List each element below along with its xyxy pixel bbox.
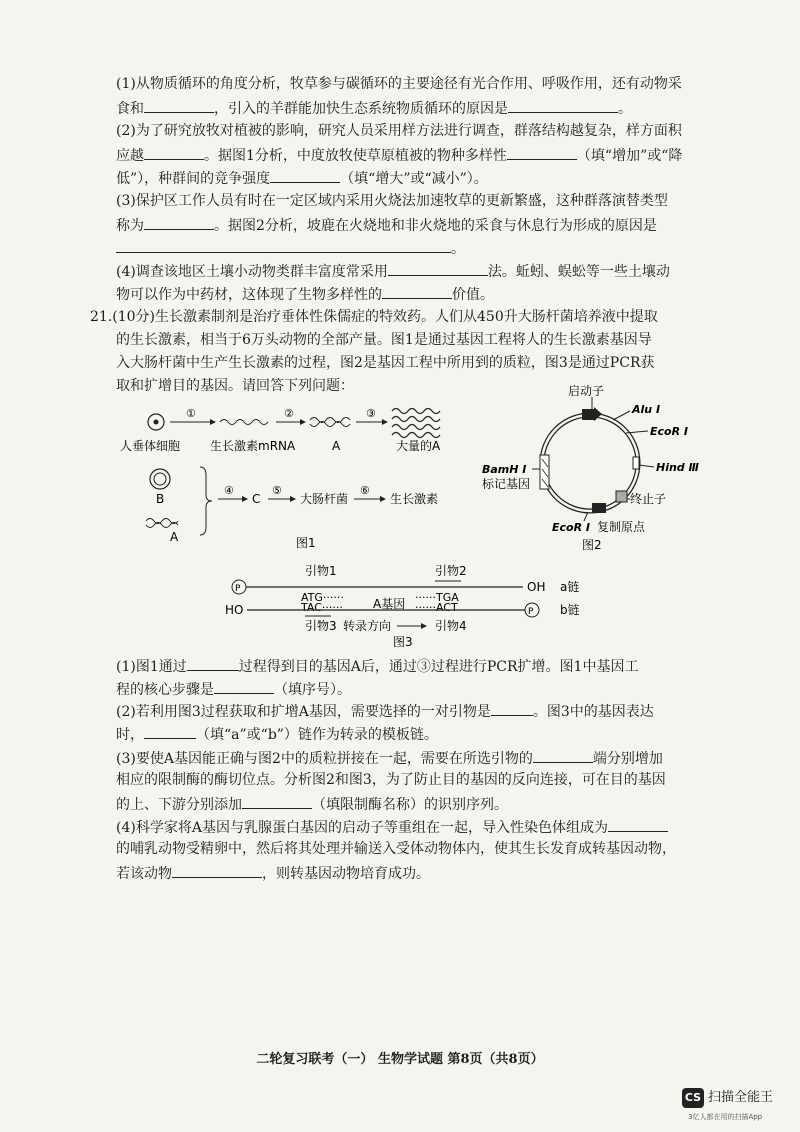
label-p-left: P (235, 584, 241, 594)
q21-intro-line4: 取和扩增目的基因。请回答下列问题： (116, 378, 354, 394)
figure-3-caption: 图3 (393, 635, 413, 649)
dna-a-wave (310, 418, 350, 423)
text: （填限制酶名称）的识别序列。 (312, 797, 508, 813)
arrow-head (300, 419, 306, 425)
text: 的上、下游分别添加 (116, 797, 242, 813)
text: 。据图1分析，中度放牧使草原植被的物种多样性 (204, 148, 507, 164)
answer-blank (144, 99, 214, 113)
answer-blank (270, 169, 340, 183)
label-primer3: 引物3 (305, 619, 337, 633)
step-2-label: ② (284, 407, 294, 420)
nucleus-icon (154, 420, 159, 425)
seq-act: ······ACT (415, 601, 458, 614)
promoter-arrow-icon (594, 407, 602, 421)
label-p-right: P (528, 607, 534, 617)
text: （填“a”或“b”）链作为转录的模板链。 (196, 727, 438, 743)
q21-a3-line1 (116, 749, 663, 767)
q21-a4-line1 (116, 818, 668, 836)
step-1-label: ① (186, 407, 196, 420)
text: 。据图2分析，坡鹿在火烧地和非火烧地的采食与休息行为形成的原因是 (214, 218, 657, 234)
q21-a1-line1 (116, 657, 638, 675)
many-a-wave (392, 409, 440, 414)
answer-blank (533, 749, 593, 763)
ori-block (592, 503, 606, 513)
label-chain-a: a链 (560, 580, 580, 594)
q21-a1-line2 (116, 680, 351, 698)
plasmid-b-icon (150, 469, 170, 489)
arrow-head (421, 623, 427, 629)
answer-blank (116, 239, 451, 253)
label-terminator: 终止子 (630, 492, 667, 506)
label-mrna: 生长激素mRNA (210, 439, 296, 453)
answer-blank (608, 818, 668, 832)
answer-blank (507, 146, 577, 160)
label-direction: 转录方向 (343, 619, 392, 633)
q21-a2-line2 (116, 725, 438, 743)
label-ecor1-top: EcoR Ⅰ (650, 425, 688, 438)
plasmid-b-icon (154, 473, 166, 485)
label-ecoli: 大肠杆菌 (300, 492, 349, 506)
text: 应越 (116, 148, 144, 164)
text: （填“增加”或“降 (576, 148, 683, 164)
text: (1)图1通过 (116, 659, 187, 675)
answer-blank (144, 146, 204, 160)
figure-2 (470, 385, 720, 555)
leader-line (613, 411, 630, 420)
q20-p2-line3 (116, 169, 488, 187)
q20-p4-line1 (116, 262, 670, 280)
text: ，则转基因动物培育成功。 (262, 866, 430, 882)
label-chain-b: b链 (560, 603, 580, 617)
text: 。 (451, 241, 465, 257)
label-cell: 人垂体细胞 (120, 439, 181, 453)
text: 若该动物 (116, 866, 172, 882)
scanner-watermark (682, 1086, 794, 1126)
text: (3)要使A基因能正确与图2中的质粒拼接在一起，需要在所选引物的 (116, 751, 533, 767)
hind-site-block (633, 457, 639, 469)
q21-a4-line2: 的哺乳动物受精卵中，然后将其处理并输送入受体动物体内，使其生长发育成转基因动物， (116, 841, 676, 857)
label-primer1: 引物1 (305, 564, 337, 578)
q21-a4-line3 (116, 864, 430, 882)
figure-2-caption: 图2 (582, 538, 602, 552)
mrna-wave (220, 420, 268, 425)
leader-line (639, 465, 654, 467)
text: 端分别增加 (592, 751, 663, 767)
label-alu: Alu Ⅰ (632, 403, 661, 416)
label-c: C (252, 492, 261, 506)
seq-tga: ······TGA (415, 591, 459, 604)
seq-atg: ATG······ (301, 591, 344, 604)
step-5-label: ⑤ (272, 484, 282, 497)
q21-intro-line2: 的生长激素，相当于6万头动物的全部产量。图1是通过基因工程将人的生长激素基因导 (116, 332, 652, 348)
answer-blank (214, 680, 274, 694)
text: (4)科学家将A基因与乳腺蛋白基因的启动子等重组在一起，导入性染色体组成为 (116, 820, 608, 836)
text: 价值。 (452, 287, 494, 303)
text: 过程得到目的基因A后，通过③过程进行PCR扩增。图1中基因工 (238, 659, 639, 675)
text: 。图3中的基因表达 (532, 704, 654, 720)
text: （填“增大”或“减小”）。 (340, 171, 488, 187)
label-marker: 标记基因 (482, 477, 531, 491)
q21-a3-line3 (116, 795, 508, 813)
answer-blank (144, 725, 196, 739)
arrow-head (290, 496, 296, 502)
q21-a3-line2: 相应的限制酶的酶切位点。分析图2和图3，为了防止目的基因的反向连接，可在目的基因 (116, 772, 666, 788)
leader-line (584, 512, 588, 521)
promoter-block (582, 409, 596, 420)
label-a2: A (170, 530, 179, 544)
many-a-wave (392, 433, 440, 438)
text: (4)调查该地区土壤小动物类群丰富度常采用 (116, 264, 388, 280)
answer-blank (187, 657, 239, 671)
q20-p1-line2 (116, 99, 632, 117)
q20-p2-line2 (116, 146, 682, 164)
label-ho: HO (225, 603, 244, 617)
label-promoter: 启动子 (568, 385, 605, 398)
text: 程的核心步骤是 (116, 682, 214, 698)
text: 物可以作为中药材，这体现了生物多样性的 (116, 287, 382, 303)
q20-p3-line2 (116, 216, 657, 234)
label-primer4: 引物4 (435, 619, 467, 633)
step-6-label: ⑥ (360, 484, 370, 497)
text: 。 (618, 101, 632, 117)
text: 食和 (116, 101, 144, 117)
answer-blank (508, 99, 618, 113)
label-hind: Hind Ⅲ (656, 461, 699, 474)
q20-p1-line1: (1)从物质循环的角度分析，牧草参与碳循环的主要途径有光合作用、呼吸作用，还有动物采 (116, 76, 682, 92)
label-many-a: 大量的A (396, 439, 441, 453)
label-a: A (332, 439, 341, 453)
text: (2)若利用图3过程获取和扩增A基因，需要选择的一对引物是 (116, 704, 491, 720)
q21-intro-line1: 21.(10分)生长激素制剂是治疗垂体性侏儒症的特效药。人们从450升大肠杆菌培养液中提取 (90, 309, 658, 325)
figure-3 (225, 560, 605, 652)
text: 称为 (116, 218, 144, 234)
label-gene: A基因 (373, 597, 406, 611)
text: 法。蚯蚓、蜈蚣等一些土壤动 (487, 264, 670, 280)
label-oh: OH (527, 580, 546, 594)
answer-blank (242, 795, 312, 809)
scanner-slogan: 3亿人都在用的扫描App (688, 1113, 763, 1121)
scanner-app-name: 扫描全能王 (708, 1090, 774, 1105)
many-a-wave (392, 425, 440, 430)
q20-p3-line1: (3)保护区工作人员有时在一定区域内采用火烧法加速牧草的更新繁盛，这种群落演替类型 (116, 193, 668, 209)
text: 时， (116, 727, 144, 743)
dna-a-wave (310, 422, 350, 427)
many-a-wave (392, 417, 440, 422)
answer-blank (382, 285, 452, 299)
answer-blank (491, 702, 533, 716)
q21-a2-line1 (116, 702, 654, 720)
answer-blank (388, 262, 488, 276)
q20-p3-line3 (116, 239, 465, 257)
arrow-head (380, 496, 386, 502)
answer-blank (144, 216, 214, 230)
label-primer2: 引物2 (435, 564, 467, 578)
label-b: B (156, 492, 165, 506)
page-footer: 二轮复习联考（一） 生物学试题 第8页（共8页） (256, 1052, 544, 1067)
label-bam: BamH Ⅰ (482, 463, 527, 476)
figure-1-caption: 图1 (296, 536, 316, 550)
terminator-block (616, 491, 627, 502)
q20-p4-line2 (116, 285, 494, 303)
seq-tac: TAC······ (301, 601, 343, 614)
answer-blank (172, 864, 262, 878)
arrow-head (210, 419, 216, 425)
scanner-logo-icon: CS (682, 1088, 704, 1108)
label-ori: 复制原点 (597, 520, 646, 534)
q21-intro-line3: 入大肠杆菌中生产生长激素的过程，图2是基因工程中所用到的质粒，图3是通过PCR获 (116, 355, 655, 371)
brace (200, 467, 212, 535)
arrow-head (382, 419, 388, 425)
label-ecor1-bottom: EcoR Ⅰ (552, 521, 590, 534)
step-3-label: ③ (366, 407, 376, 420)
text: ，引入的羊群能加快生态系统物质循环的原因是 (214, 101, 508, 117)
arrow-head (242, 496, 248, 502)
text: （填序号）。 (274, 682, 351, 698)
text: 低”），种群间的竞争强度 (116, 171, 271, 187)
figure-1 (110, 395, 470, 555)
label-hormone: 生长激素 (390, 492, 439, 506)
q20-p2-line1: (2)为了研究放牧对植被的影响，研究人员采用样方法进行调查，群落结构越复杂，样方面积 (116, 123, 682, 139)
step-4-label: ④ (224, 484, 234, 497)
